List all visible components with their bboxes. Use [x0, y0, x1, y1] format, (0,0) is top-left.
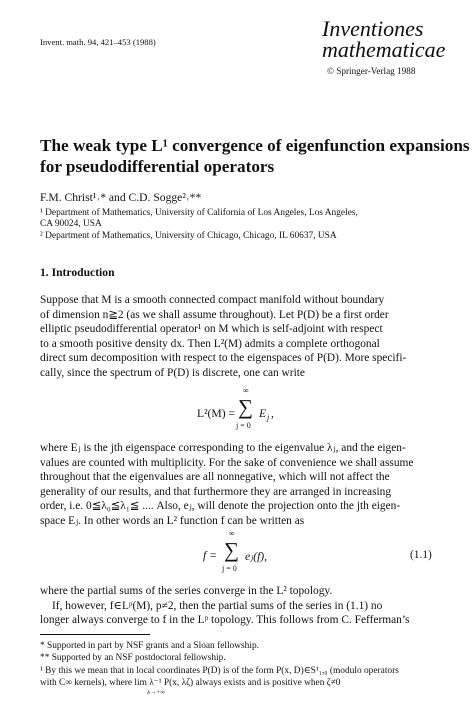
footnote-1-continued: with C∞ kernels), where lim λ⁻¹ P(x, λζ) always exists and is positive when ζ≠0	[40, 678, 341, 688]
paragraph-2-line: generality of our results, and that furthermore they are arranged in increasing	[40, 485, 392, 498]
footnote-separator	[40, 634, 150, 635]
paper-title-line1: The weak type L¹ convergence of eigenfunction expansions	[40, 136, 470, 155]
paragraph-1-line: to a smooth positive density dx. Then L²(M) admits a complete orthogonal	[40, 337, 380, 350]
journal-logo-line2: mathematicae	[322, 37, 446, 62]
paragraph-1-line: cally, since the spectrum of P(D) is discrete, one can write	[40, 366, 305, 379]
author-list: F.M. Christ¹˒* and C.D. Sogge²˒**	[40, 191, 202, 204]
equation-number: (1.1)	[410, 549, 432, 561]
footnote-double-star: ** Supported by an NSF postdoctoral fellowship.	[40, 653, 226, 663]
equation-2-lhs: f =	[203, 549, 217, 562]
footnote-limit-subscript: λ→+∞	[147, 689, 165, 696]
paper-title-line2: for pseudodifferential operators	[40, 157, 275, 176]
equation-2-term: eⱼ(f),	[245, 550, 268, 563]
paragraph-3-line: longer always converge to f in the Lᵖ topology. This follows from C. Fefferman’s	[40, 614, 410, 626]
equation-2-sum-sign: ∑	[224, 538, 239, 562]
equation-1-comma: ,	[271, 407, 274, 420]
equation-1-sum-sign: ∑	[238, 395, 253, 419]
paragraph-3-line: If, however, f∈Lᵖ(M), p≠2, then the partial sums of the series in (1.1) no	[52, 599, 383, 612]
paragraph-1-line: of dimension n≧2 (as we shall assume throughout). Let P(D) be a first order	[40, 308, 389, 321]
paragraph-1-line: Suppose that M is a smooth connected compact manifold without boundary	[40, 294, 385, 306]
paragraph-1-line: direct sum decomposition with respect to the eigenspaces of P(D). More specifi-	[40, 352, 407, 364]
paragraph-2-line: throughout that the eigenvalues are all nonnegative, which will not affect the	[40, 471, 390, 483]
paragraph-2-line: order, i.e. 0≦λ₀≦λ₁≦ .... Also, eⱼ, will denote the projection onto the jth eigen-	[40, 500, 401, 512]
equation-1-sum-upper: ∞	[243, 386, 249, 395]
affiliation-1-line1: ¹ Department of Mathematics, University of California of Los Angeles, Los Angeles,	[40, 208, 358, 218]
paragraph-3-line: where the partial sums of the series converge in the L² topology.	[40, 585, 333, 597]
paragraph-1-line: elliptic pseudodifferential operator¹ on M which is self-adjoint with respect	[40, 323, 383, 335]
paragraph-2-line: where Eⱼ is the jth eigenspace corresponding to the eigenvalue λⱼ, and the eigen-	[40, 442, 406, 454]
journal-reference: Invent. math. 94, 421–453 (1988)	[40, 37, 156, 47]
paragraph-2-line: space Eⱼ. In other words an L² function f can be written as	[40, 514, 305, 527]
equation-2-sum-lower: j = 0	[222, 564, 237, 573]
equation-1-term: E	[259, 407, 267, 420]
copyright-notice: © Springer-Verlag 1988	[327, 66, 416, 76]
equation-1-subscript: j	[267, 413, 270, 422]
paragraph-2-line: values are counted with multiplicity. For the sake of convenience we shall assume	[40, 456, 414, 469]
affiliation-1-line2: CA 90024, USA	[40, 219, 102, 229]
journal-logo-line1: Inventiones	[322, 16, 424, 41]
footnote-1: ¹ By this we mean that in local coordinates P(D) is of the form P(x, D)∈S¹₁,₀ (modulo operators	[40, 666, 399, 676]
section-heading: 1. Introduction	[40, 266, 115, 279]
equation-1-lhs: L²(M) =	[197, 407, 236, 420]
equation-2-sum-upper: ∞	[229, 529, 235, 538]
affiliation-2: ² Department of Mathematics, University of Chicago, Chicago, IL 60637, USA	[40, 231, 337, 241]
equation-1-sum-lower: j = 0	[236, 421, 251, 430]
footnote-star: * Supported in part by NSF grants and a Sloan fellowship.	[40, 641, 259, 651]
